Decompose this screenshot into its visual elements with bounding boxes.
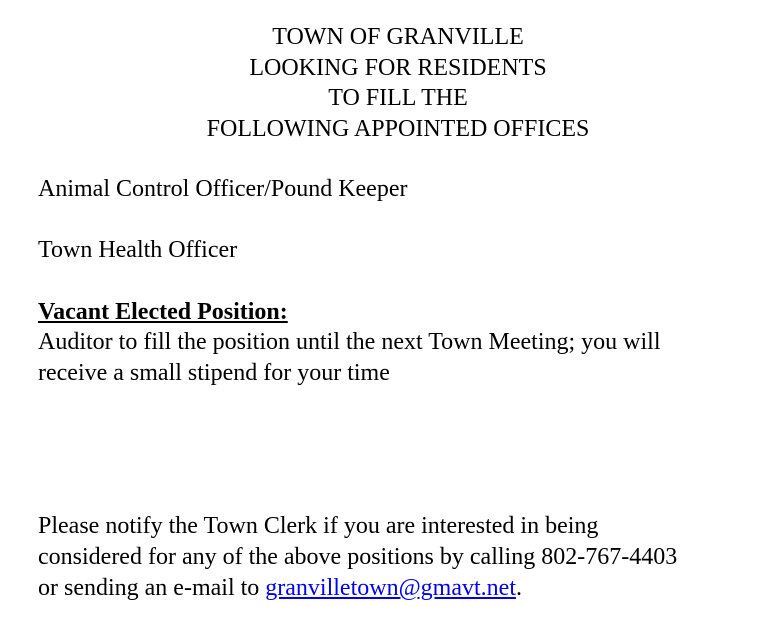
contact-line-3-suffix: .	[516, 575, 522, 601]
contact-paragraph	[38, 511, 677, 604]
notice-heading	[0, 0, 778, 144]
email-link[interactable]: granvilletown@gmavt.net	[265, 575, 516, 601]
contact-line-3-prefix: or sending an e-mail to	[38, 575, 266, 601]
office-health-officer: Town Health Officer	[38, 237, 238, 263]
heading-line-4: FOLLOWING APPOINTED OFFICES	[206, 115, 590, 142]
heading-line-1: TOWN OF GRANVILLE	[272, 24, 524, 50]
vacant-line-2: receive a small stipend for your time	[38, 360, 390, 386]
contact-line-2: considered for any of the above positions by calling 802-767-4403	[38, 544, 678, 570]
contact-line-1: Please notify the Town Clerk if you are interested in being	[38, 513, 599, 539]
contact-line-3	[38, 573, 677, 604]
vacant-line-1: Auditor to fill the position until the next Town Meeting; you will	[38, 329, 661, 355]
heading-line-3: TO FILL THE	[328, 85, 468, 111]
heading-line-2: LOOKING FOR RESIDENTS	[249, 54, 547, 81]
vacant-position-description	[38, 327, 758, 389]
vacant-position-heading: Vacant Elected Position:	[38, 299, 288, 325]
office-animal-control: Animal Control Officer/Pound Keeper	[38, 176, 408, 202]
